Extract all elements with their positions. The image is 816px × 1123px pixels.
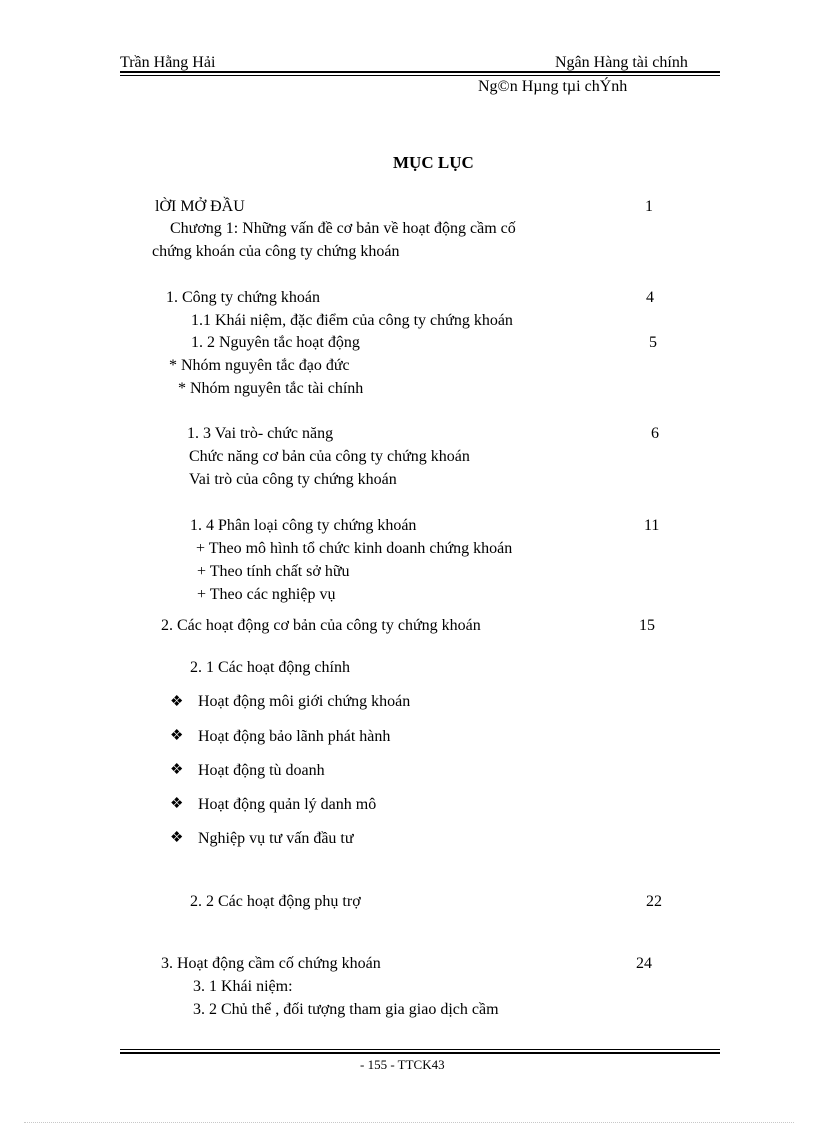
toc-bullet-item: Hoạt động tù doanh <box>198 762 325 779</box>
toc-s1-4-label: 1. 4 Phân loại công ty chứng khoán <box>190 517 417 534</box>
toc-chapter1-line2: chứng khoán của công ty chứng khoán <box>152 243 400 260</box>
toc-s1-2-page: 5 <box>649 334 657 351</box>
toc-s1-3-a: Chức năng cơ bản của công ty chứng khoán <box>189 448 470 465</box>
bullet-diamond-icon: ❖ <box>170 694 184 710</box>
bullet-diamond-icon: ❖ <box>170 762 184 778</box>
toc-s3-2: 3. 2 Chủ thể , đối tượng tham gia giao dịch cầm <box>193 1001 499 1018</box>
toc-s1-4-b: + Theo tính chất sở hữu <box>197 563 350 580</box>
toc-s1-3-label: 1. 3 Vai trò- chức năng <box>187 425 334 442</box>
toc-bullet-item: Hoạt động môi giới chứng khoán <box>198 693 411 710</box>
toc-s1-4-a: + Theo mô hình tổ chức kinh doanh chứng khoán <box>196 540 513 557</box>
toc-s1-page: 4 <box>646 289 654 306</box>
toc-s3-label: 3. Hoạt động cầm cố chứng khoán <box>161 955 381 972</box>
toc-s1-label: 1. Công ty chứng khoán <box>166 289 320 306</box>
page-title: MỤC LỤC <box>393 153 474 172</box>
toc-s1-4-c: + Theo các nghiệp vụ <box>197 586 336 603</box>
toc-s1-2-label: 1. 2 Nguyên tắc hoạt động <box>191 334 360 351</box>
bullet-diamond-icon: ❖ <box>170 796 184 812</box>
toc-s1-3-b: Vai trò của công ty chứng khoán <box>189 471 397 488</box>
toc-s2-label: 2. Các hoạt động cơ bản của công ty chứng khoán <box>161 617 481 634</box>
footer-page-number: - 155 - TTCK43 <box>360 1057 445 1072</box>
toc-s1-4-page: 11 <box>644 517 660 534</box>
toc-chapter1-line1: Chương 1: Những vấn đề cơ bản về hoạt động cầm cố <box>170 220 516 237</box>
toc-bullet-item: Hoạt động bảo lãnh phát hành <box>198 728 391 745</box>
toc-bullet-item: Hoạt động quản lý danh mô <box>198 796 377 813</box>
header-subject: Ngân Hàng tài chính <box>555 54 688 71</box>
toc-s2-page: 15 <box>639 617 655 634</box>
header-rule-thin <box>120 75 720 76</box>
bullet-diamond-icon: ❖ <box>170 728 184 744</box>
toc-intro-page: 1 <box>645 198 653 215</box>
toc-s1-2-b: * Nhóm nguyên tắc tài chính <box>178 380 364 397</box>
toc-s2-1-label: 2. 1 Các hoạt động chính <box>190 659 350 676</box>
header-rule <box>120 71 720 73</box>
footer-rule <box>120 1052 720 1054</box>
header-subject-garbled: Ng©n Hµng tµi chÝnh <box>478 78 628 95</box>
toc-s3-1: 3. 1 Khái niệm: <box>193 978 293 995</box>
toc-s1-2-a: * Nhóm nguyên tắc đạo đức <box>169 357 350 374</box>
toc-s2-2-label: 2. 2 Các hoạt động phụ trợ <box>190 893 361 910</box>
toc-bullet-item: Nghiệp vụ tư vấn đầu tư <box>198 830 354 847</box>
bullet-diamond-icon: ❖ <box>170 830 184 846</box>
toc-s1-3-page: 6 <box>651 425 659 442</box>
toc-s2-2-page: 22 <box>646 893 662 910</box>
footer-rule-thin <box>120 1049 720 1050</box>
toc-s1-1-label: 1.1 Khái niệm, đặc điểm của công ty chứng khoán <box>191 312 513 329</box>
toc-s3-page: 24 <box>636 955 652 972</box>
toc-intro-label: lỜI MỞ ĐẦU <box>155 198 245 215</box>
header-author: Trần Hằng Hải <box>120 54 216 71</box>
